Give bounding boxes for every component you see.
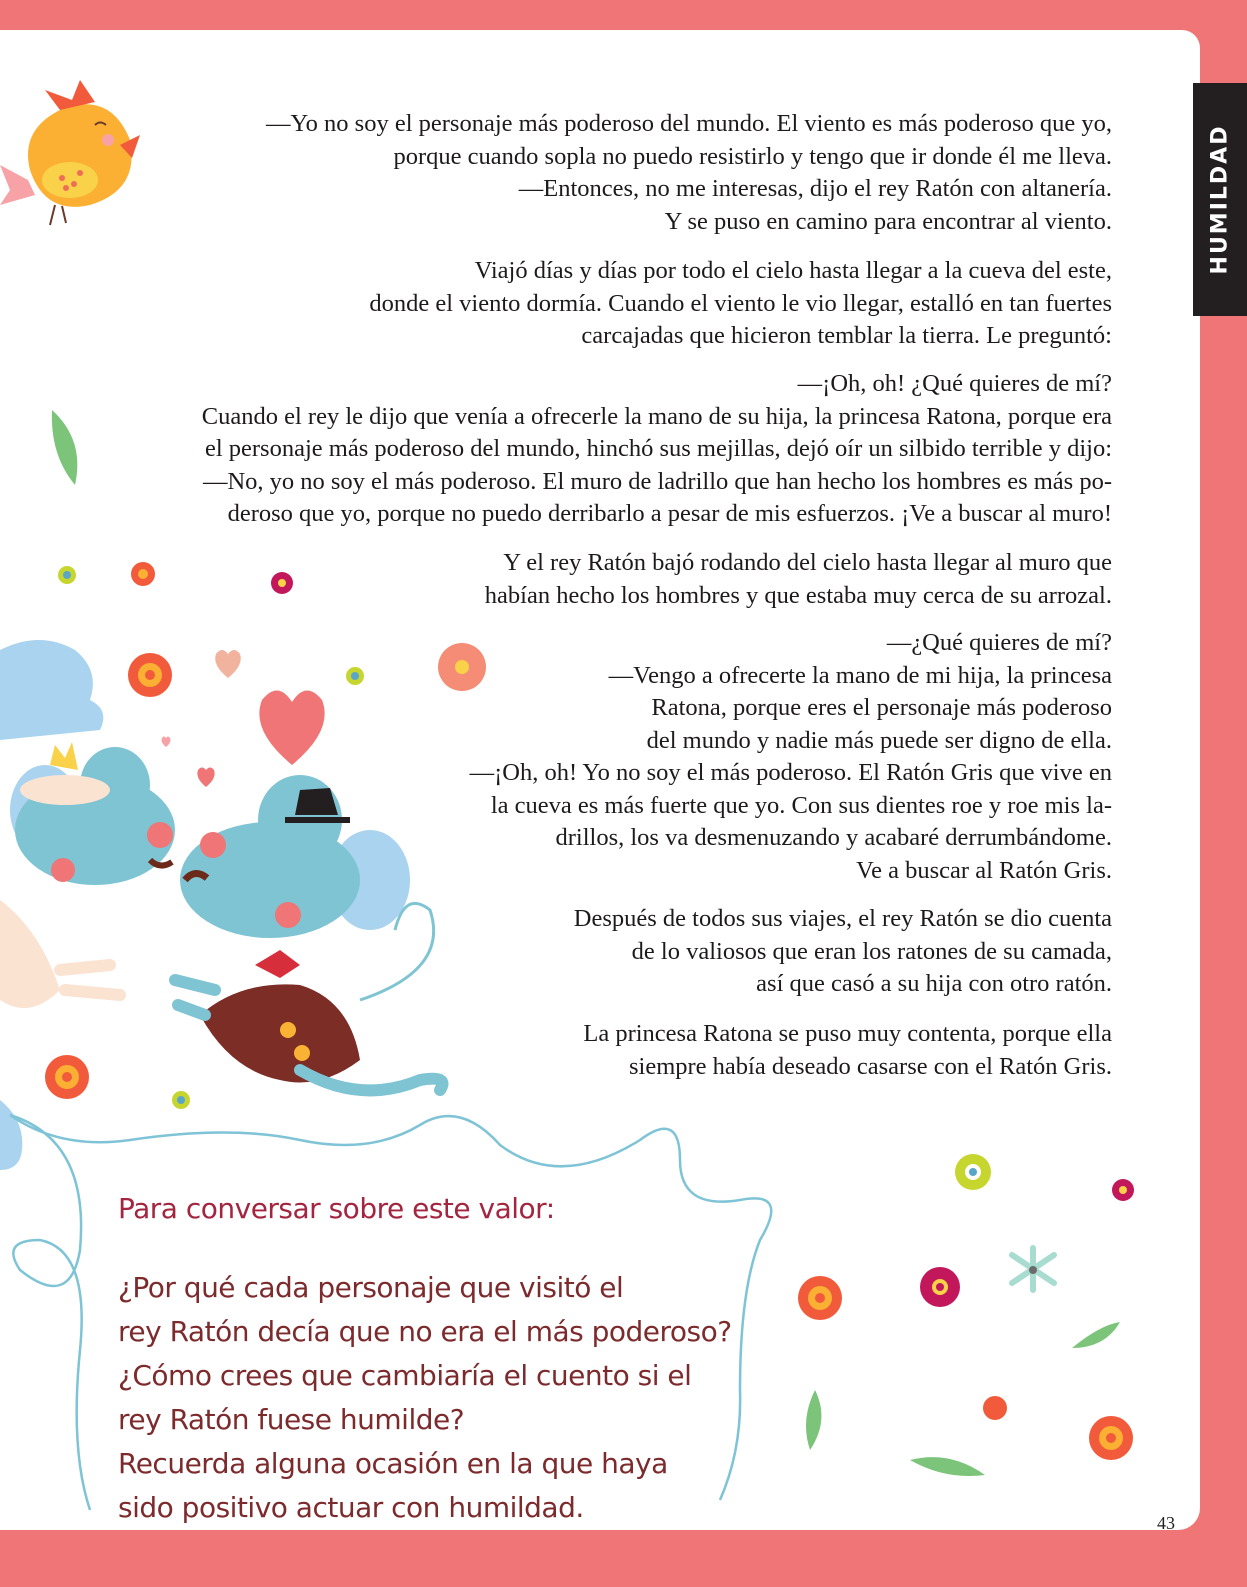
story-paragraph <box>202 368 1112 531</box>
story-line: deroso que yo, porque no puedo derribarlo a pesar de mis esfuerzos. ¡Ve a buscar al muro! <box>227 500 1112 527</box>
story-line: —¿Qué quieres de mí? <box>886 629 1112 656</box>
story-paragraph <box>470 627 1112 887</box>
story-line: Cuando el rey le dijo que venía a ofrecerle la mano de su hija, la princesa Ratona, porque era <box>201 402 1112 430</box>
flower-icon <box>271 572 293 594</box>
story-line: Después de todos sus viajes, el rey Ratón se dio cuenta <box>573 905 1112 932</box>
heart-icon <box>162 737 171 748</box>
flower-icon <box>346 667 364 685</box>
story-line: —No, yo no soy el más poderoso. El muro de ladrillo que han hecho los hombres es más po- <box>202 467 1112 495</box>
flower-icon <box>172 1091 190 1109</box>
flower-icon <box>955 1154 991 1190</box>
story-paragraph <box>485 547 1112 612</box>
conversation-title: Para conversar sobre este valor: <box>118 1192 555 1225</box>
question-line: rey Ratón fuese humilde? <box>118 1403 465 1436</box>
story-line: donde el viento dormía. Cuando el viento le vio llegar, estalló en tan fuertes <box>369 289 1112 317</box>
page-number: 43 <box>1157 1513 1175 1530</box>
story-paragraph <box>583 1018 1112 1083</box>
story-line: Y el rey Ratón bajó rodando del cielo hasta llegar al muro que <box>503 549 1112 576</box>
cloud-icon <box>0 640 103 740</box>
story-line: —Yo no soy el personaje más poderoso del mundo. El viento es más poderoso que yo, <box>265 110 1112 137</box>
leaf-icon <box>1072 1322 1120 1348</box>
heart-icon <box>259 690 324 765</box>
story-line: Y se puso en camino para encontrar al viento. <box>664 207 1112 235</box>
story-line: —Vengo a ofrecerte la mano de mi hija, la princesa <box>608 661 1112 689</box>
story-paragraph <box>266 108 1112 238</box>
side-tab-label: HUMILDAD <box>1207 124 1233 275</box>
story-line: así que casó a su hija con otro ratón. <box>756 970 1112 997</box>
story-line: la cueva es más fuerte que yo. Con sus dientes roe y roe mis la- <box>490 791 1112 819</box>
princess-mouse-icon <box>0 742 175 1008</box>
leaf-icon <box>806 1390 821 1450</box>
story-line: —Entonces, no me interesas, dijo el rey Ratón con altanería. <box>518 175 1112 202</box>
heart-icon <box>197 768 214 788</box>
question-line: ¿Por qué cada personaje que visitó el <box>118 1271 624 1304</box>
story-line: habían hecho los hombres y que estaba muy cerca de su arrozal. <box>484 581 1112 609</box>
story-paragraph <box>574 903 1112 1001</box>
story-line: —¡Oh, oh! ¿Qué quieres de mí? <box>797 370 1112 397</box>
leaf-icon <box>910 1457 985 1476</box>
question-line: sido positivo actuar con humildad. <box>118 1491 584 1524</box>
flower-icon <box>128 653 172 697</box>
story-line: Ve a buscar al Ratón Gris. <box>856 856 1112 884</box>
flower-icon <box>58 566 76 584</box>
flower-icon <box>920 1267 960 1307</box>
story-line: Ratona, porque eres el personaje más poderoso <box>651 694 1112 721</box>
flower-icon <box>131 562 155 586</box>
story-paragraph <box>369 255 1112 353</box>
berry-icon <box>983 1396 1007 1420</box>
story-line: de lo valiosos que eran los ratones de su camada, <box>631 937 1112 965</box>
leaf-icon <box>52 410 77 485</box>
page <box>0 30 1200 1530</box>
flower-icon <box>798 1276 842 1320</box>
story-line: Viajó días y días por todo el cielo hasta llegar a la cueva del este, <box>474 257 1112 284</box>
story-line: carcajadas que hicieron temblar la tierra. Le preguntó: <box>581 322 1112 349</box>
story-line: —¡Oh, oh! Yo no soy el más poderoso. El Ratón Gris que vive en <box>469 759 1112 786</box>
story-line: del mundo y nadie más puede ser digno de ella. <box>646 726 1112 754</box>
conversation-questions <box>118 1266 732 1530</box>
story-line: drillos, los va desmenuzando y acabaré derrumbándome. <box>555 824 1112 851</box>
story-line: La princesa Ratona se puso muy contenta, porque ella <box>583 1020 1112 1047</box>
story-line: el personaje más poderoso del mundo, hinchó sus mejillas, dejó oír un silbido terrible y dijo: <box>204 435 1112 462</box>
cloud-icon <box>0 1100 22 1170</box>
question-line: rey Ratón decía que no era el más poderoso? <box>118 1315 732 1348</box>
side-tab <box>1193 83 1247 316</box>
flower-icon <box>1112 1179 1134 1201</box>
story-line: siempre había deseado casarse con el Ratón Gris. <box>628 1052 1112 1080</box>
flower-icon <box>45 1055 89 1099</box>
flower-icon <box>1089 1416 1133 1460</box>
story-line: porque cuando sopla no puedo resistirlo y tengo que ir donde él me lleva. <box>393 142 1112 170</box>
king-mouse-icon <box>175 775 443 1090</box>
question-line: Recuerda alguna ocasión en la que haya <box>118 1447 668 1480</box>
question-line: ¿Cómo crees que cambiaría el cuento si el <box>118 1359 692 1392</box>
heart-icon <box>215 650 241 678</box>
bird-icon <box>0 80 140 225</box>
